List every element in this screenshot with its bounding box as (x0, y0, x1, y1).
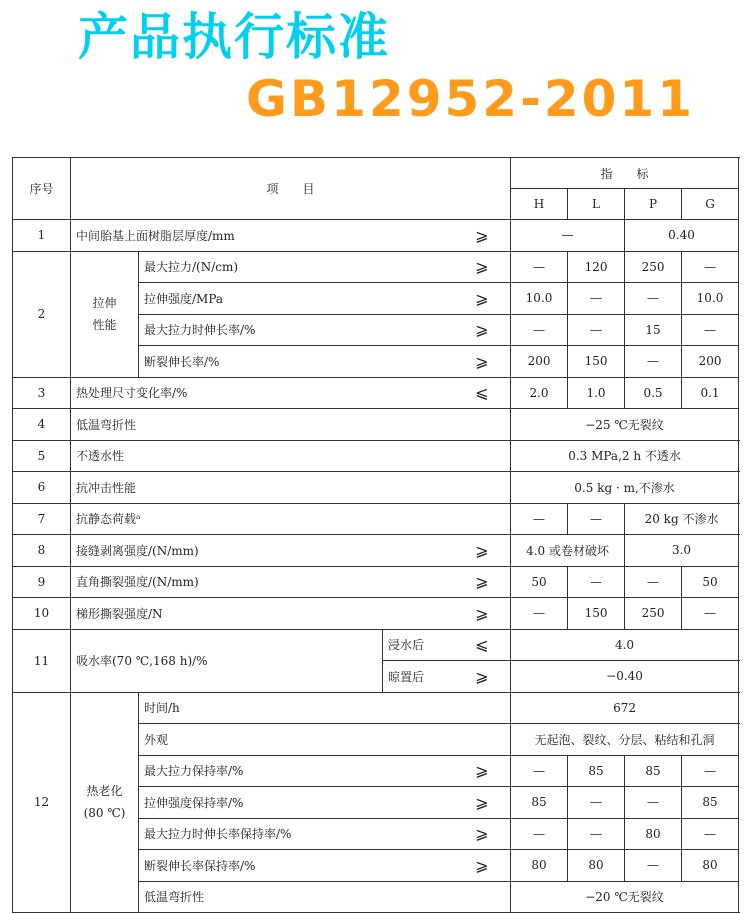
row-operator: ⩾ (454, 566, 511, 598)
row-no: 12 (13, 692, 71, 913)
table-row (13, 503, 739, 535)
header-row (13, 158, 739, 189)
grade-g: G (682, 189, 739, 220)
row-item: 中间胎基上面树脂层厚度/mm (71, 220, 454, 252)
row-operator: ⩽ (454, 377, 511, 409)
page-title: 产品执行标准 (78, 8, 390, 66)
row-no: 5 (13, 440, 71, 472)
row-item: 最大拉力/(N/cm) (139, 251, 454, 283)
row-operator: ⩽ (454, 629, 511, 661)
row-no: 1 (13, 220, 71, 252)
row-group-label: 热老化 (80 ℃) (71, 692, 139, 913)
row-item: 时间/h (139, 692, 511, 724)
value-h: — (511, 598, 568, 630)
row-no: 7 (13, 503, 71, 535)
value-l: — (568, 787, 625, 819)
header-item: 项 目 (71, 158, 511, 220)
value-pggl: 3.0 (625, 535, 739, 567)
table-row (13, 472, 739, 504)
value-g: 200 (682, 346, 739, 378)
value-h: — (511, 755, 568, 787)
value-p: — (625, 566, 682, 598)
row-operator: ⩾ (454, 283, 511, 315)
row-operator: ⩾ (454, 787, 511, 819)
row-operator: ⩾ (454, 755, 511, 787)
value-g: — (682, 755, 739, 787)
row-sub-label: 晾置后 (383, 661, 454, 693)
row-no: 9 (13, 566, 71, 598)
value-g: 0.1 (682, 377, 739, 409)
row-group-label: 拉伸 性能 (71, 251, 139, 377)
table-row (13, 440, 739, 472)
value-all: 无起泡、裂纹、分层、粘结和孔洞 (511, 724, 739, 756)
row-item: 最大拉力保持率/% (139, 755, 454, 787)
value-h: — (511, 503, 568, 535)
header-index: 指 标 (511, 158, 739, 189)
value-p: 250 (625, 598, 682, 630)
value-pggl: 20 kg 不渗水 (625, 503, 739, 535)
standard-code: GB12952-2011 (246, 70, 696, 128)
value-h: 2.0 (511, 377, 568, 409)
grade-h: H (511, 189, 568, 220)
value-l: 85 (568, 755, 625, 787)
value-l: — (568, 818, 625, 850)
row-operator: ⩾ (454, 220, 511, 252)
value-h: 200 (511, 346, 568, 378)
value-h: — (511, 251, 568, 283)
table-row (13, 377, 739, 409)
value-p: — (625, 346, 682, 378)
row-item: 抗冲击性能 (71, 472, 511, 504)
value-all: 0.5 kg · m,不渗水 (511, 472, 739, 504)
row-item: 断裂伸长率保持率/% (139, 850, 454, 882)
value-p: 15 (625, 314, 682, 346)
row-operator: ⩾ (454, 850, 511, 882)
value-p: 250 (625, 251, 682, 283)
row-no: 6 (13, 472, 71, 504)
table-row (13, 692, 739, 724)
value-g: 50 (682, 566, 739, 598)
standard-table (12, 157, 739, 913)
value-l: — (568, 566, 625, 598)
value-g: — (682, 598, 739, 630)
value-all: −0.40 (511, 661, 739, 693)
value-l: 150 (568, 598, 625, 630)
value-p: 85 (625, 755, 682, 787)
table-row (13, 220, 739, 252)
value-h: 50 (511, 566, 568, 598)
value-g: 80 (682, 850, 739, 882)
row-item: 直角撕裂强度/(N/mm) (71, 566, 454, 598)
row-item: 梯形撕裂强度/N (71, 598, 454, 630)
table-row (13, 598, 739, 630)
row-item: 断裂伸长率/% (139, 346, 454, 378)
row-no: 10 (13, 598, 71, 630)
value-all: 672 (511, 692, 739, 724)
value-p: — (625, 850, 682, 882)
table-row (13, 409, 739, 441)
row-no: 11 (13, 629, 71, 692)
row-operator: ⩾ (454, 346, 511, 378)
row-item: 不透水性 (71, 440, 511, 472)
value-p: — (625, 283, 682, 315)
value-g: 10.0 (682, 283, 739, 315)
value-hl: 4.0 或卷材破坏 (511, 535, 625, 567)
value-all: −25 ℃无裂纹 (511, 409, 739, 441)
row-item: 吸水率(70 ℃,168 h)/% (71, 629, 383, 692)
value-g: — (682, 818, 739, 850)
grade-l: L (568, 189, 625, 220)
value-l: — (568, 503, 625, 535)
grade-p: P (625, 189, 682, 220)
value-l: — (568, 283, 625, 315)
table-row (13, 251, 739, 283)
value-l: 150 (568, 346, 625, 378)
value-h: 85 (511, 787, 568, 819)
value-h: 10.0 (511, 283, 568, 315)
row-sub-label: 浸水后 (383, 629, 454, 661)
value-all: 0.3 MPa,2 h 不透水 (511, 440, 739, 472)
value-p: 80 (625, 818, 682, 850)
row-no: 8 (13, 535, 71, 567)
value-l: 120 (568, 251, 625, 283)
value-p: — (625, 787, 682, 819)
value-h: 80 (511, 850, 568, 882)
value-g: — (682, 314, 739, 346)
row-operator: ⩾ (454, 314, 511, 346)
row-operator: ⩾ (454, 598, 511, 630)
row-item: 外观 (139, 724, 511, 756)
row-no: 3 (13, 377, 71, 409)
row-operator: ⩾ (454, 535, 511, 567)
value-pggl: 0.40 (625, 220, 739, 252)
value-h: — (511, 314, 568, 346)
value-all: 4.0 (511, 629, 739, 661)
value-p: 0.5 (625, 377, 682, 409)
value-all: −20 ℃无裂纹 (511, 881, 739, 913)
value-l: 80 (568, 850, 625, 882)
value-hl: — (511, 220, 625, 252)
table-row (13, 629, 739, 661)
value-l: 1.0 (568, 377, 625, 409)
row-item: 热处理尺寸变化率/% (71, 377, 454, 409)
row-item: 最大拉力时伸长率保持率/% (139, 818, 454, 850)
row-item: 拉伸强度/MPa (139, 283, 454, 315)
row-item: 低温弯折性 (139, 881, 511, 913)
value-h: — (511, 818, 568, 850)
row-no: 2 (13, 251, 71, 377)
table-row (13, 566, 739, 598)
row-item: 低温弯折性 (71, 409, 511, 441)
row-item: 最大拉力时伸长率/% (139, 314, 454, 346)
row-no: 4 (13, 409, 71, 441)
value-g: 85 (682, 787, 739, 819)
value-l: — (568, 314, 625, 346)
row-item: 接缝剥离强度/(N/mm) (71, 535, 454, 567)
row-item: 拉伸强度保持率/% (139, 787, 454, 819)
row-operator: ⩾ (454, 661, 511, 693)
row-item: 抗静态荷载ᵃ (71, 503, 511, 535)
row-operator: ⩾ (454, 251, 511, 283)
row-operator: ⩾ (454, 818, 511, 850)
table-row (13, 535, 739, 567)
value-g: — (682, 251, 739, 283)
header-seq: 序号 (13, 158, 71, 220)
